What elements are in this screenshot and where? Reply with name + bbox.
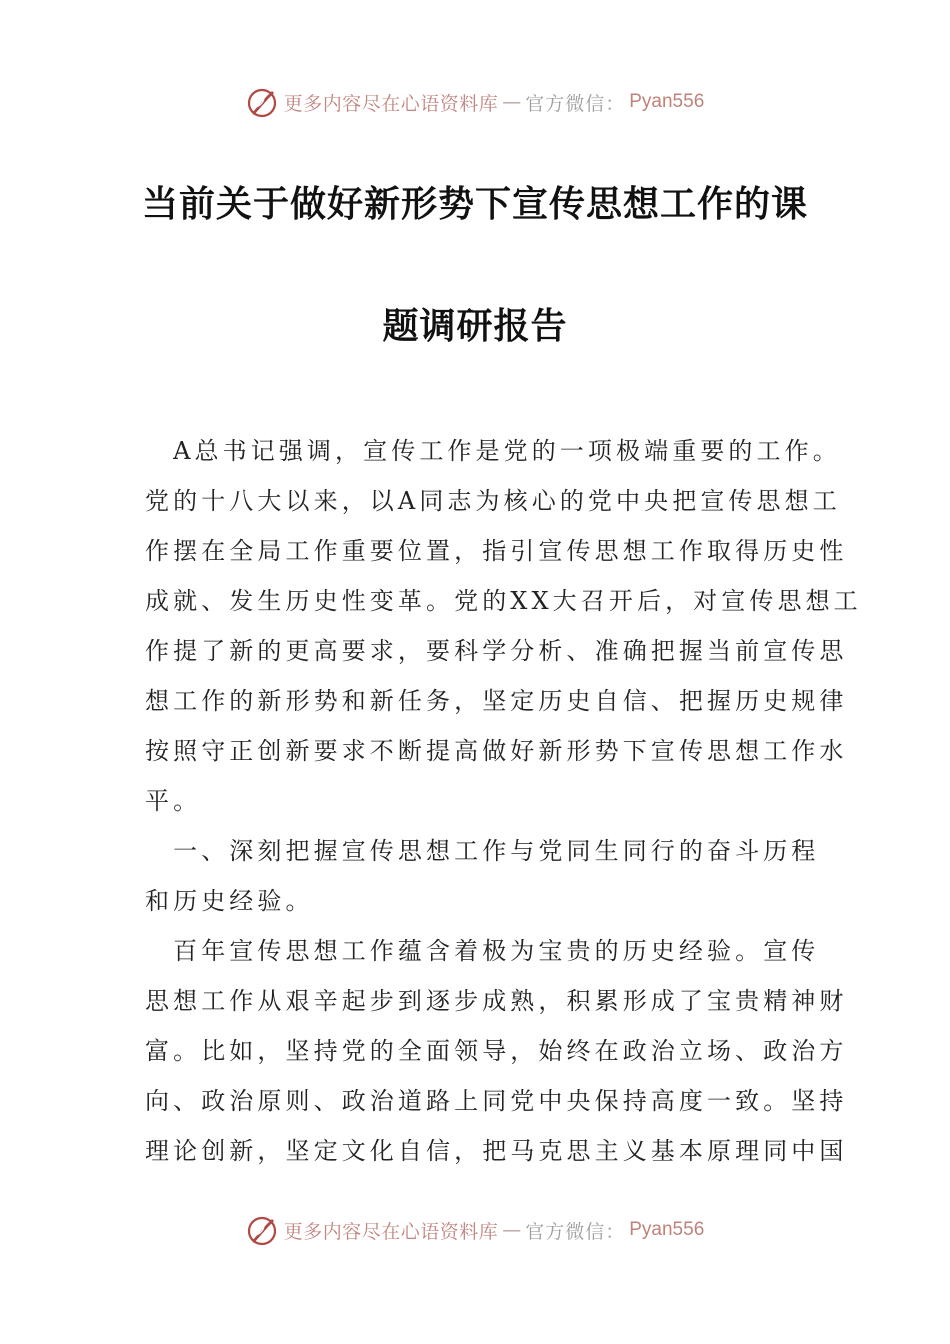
document-title-line-2: 题调研报告 xyxy=(382,306,568,347)
watermark-wechat-label: 官方微信： xyxy=(525,1220,626,1243)
body-line: A总书记强调，宣传工作是党的一项极端重要的工作。 xyxy=(145,437,841,465)
body-line: 作提了新的更高要求，要科学分析、准确把握当前宣传思 xyxy=(145,637,848,665)
document-title-line-1: 当前关于做好新形势下宣传思想工作的课 xyxy=(141,184,808,225)
watermark-dash: — xyxy=(502,1219,522,1241)
body-line: 党的十八大以来，以A同志为核心的党中央把宣传思想工 xyxy=(145,487,841,515)
body-line: 和历史经验。 xyxy=(145,887,314,915)
body-line: 成就、发生历史性变革。党的XX大召开后，对宣传思想工 xyxy=(145,587,862,615)
body-line: 按照守正创新要求不断提高做好新形势下宣传思想工作水 xyxy=(145,737,848,765)
watermark-content xyxy=(246,85,705,119)
watermark-wechat-id: Pyan556 xyxy=(629,1219,705,1240)
body-line: 理论创新，坚定文化自信，把马克思主义基本原理同中国 xyxy=(145,1137,848,1165)
body-line: 向、政治原则、政治道路上同党中央保持高度一致。坚持 xyxy=(145,1087,848,1115)
body-line: 想工作的新形势和新任务，坚定历史自信、把握历史规律 xyxy=(145,687,848,715)
watermark-header xyxy=(0,82,950,122)
watermark-dash: — xyxy=(502,91,522,113)
body-line: 平。 xyxy=(145,787,202,815)
body-line: 一、深刻把握宣传思想工作与党同生同行的奋斗历程 xyxy=(145,837,820,865)
pen-nib-logo-icon xyxy=(246,1213,280,1247)
body-line: 作摆在全局工作重要位置，指引宣传思想工作取得历史性 xyxy=(145,537,848,565)
body-line: 思想工作从艰辛起步到逐步成熟，积累形成了宝贵精神财 xyxy=(145,987,848,1015)
body-line: 百年宣传思想工作蕴含着极为宝贵的历史经验。宣传 xyxy=(145,937,820,965)
body-line: 富。比如，坚持党的全面领导，始终在政治立场、政治方 xyxy=(145,1037,848,1065)
watermark-footer xyxy=(0,1210,950,1250)
watermark-content xyxy=(246,1213,705,1247)
watermark-text: 更多内容尽在心语资料库 xyxy=(283,92,499,115)
pen-nib-logo-icon xyxy=(246,85,280,119)
watermark-text: 更多内容尽在心语资料库 xyxy=(283,1220,499,1243)
watermark-wechat-label: 官方微信： xyxy=(525,92,626,115)
watermark-wechat-id: Pyan556 xyxy=(629,91,705,112)
document-body xyxy=(145,426,862,1176)
